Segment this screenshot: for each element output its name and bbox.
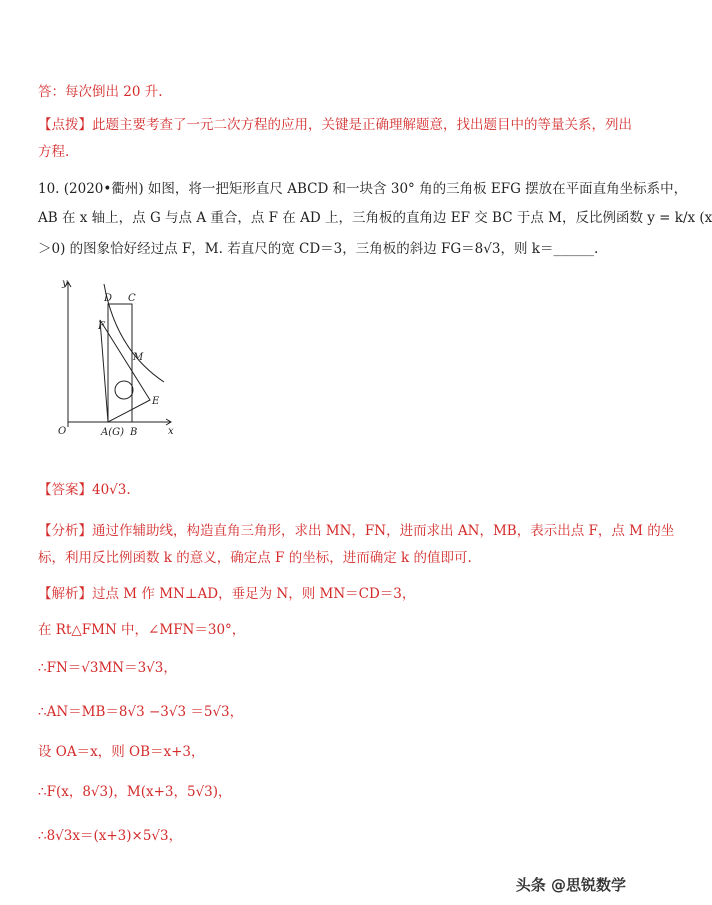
jiexi-line-2: 在 Rt△FMN 中，∠MFN＝30°，: [38, 622, 246, 638]
ruler-abcd: [108, 304, 132, 422]
label-o: O: [58, 426, 67, 437]
label-x: x: [168, 426, 174, 437]
label-b: B: [130, 427, 138, 438]
label-c: C: [128, 293, 136, 304]
label-f: F: [98, 321, 105, 332]
previous-answer: 答：每次倒出 20 升.: [38, 84, 163, 100]
jiexi-line-7: ∴8√3x＝(x+3)×5√3，: [38, 828, 183, 844]
fenxi-line-2: 标，利用反比例函数 k 的意义，确定点 F 的坐标，进而确定 k 的值即可.: [38, 550, 472, 566]
fenxi-line-1: 【分析】通过作辅助线，构造直角三角形，求出 MN，FN，进而求出 AN，MB，表示出点 F，点 M 的坐: [38, 523, 675, 539]
label-y: y: [62, 278, 68, 289]
question-line-3: ＞0) 的图象恰好经过点 F，M. 若直尺的宽 CD＝3，三角板的斜边 FG＝8√3，则 k＝______.: [38, 241, 599, 257]
jiexi-line-1: 【解析】过点 M 作 MN⊥AD，垂足为 N，则 MN＝CD＝3，: [38, 586, 416, 602]
geometry-figure: [38, 272, 198, 447]
jiexi-line-5: 设 OA＝x，则 OB＝x+3，: [38, 744, 205, 760]
label-ag: A(G): [101, 427, 125, 438]
question-line-2: AB 在 x 轴上，点 G 与点 A 重合，点 F 在 AD 上，三角板的直角边 EF 交 BC 于点 M，反比例函数 y = k/x (x: [38, 210, 712, 226]
jiexi-line-6: ∴F(x，8√3)，M(x+3，5√3)，: [38, 784, 232, 800]
triangle-hole: [115, 381, 133, 399]
jiexi-line-3: ∴FN＝√3MN＝3√3，: [38, 660, 177, 676]
dianbo-line-1: 【点拨】此题主要考查了一元二次方程的应用，关键是正确理解题意，找出题目中的等量关系，列出: [38, 117, 632, 133]
dianbo-line-2: 方程.: [38, 144, 70, 160]
label-d: D: [104, 293, 113, 304]
jiexi-line-4: ∴AN＝MB＝8√3 −3√3 ＝5√3，: [38, 704, 244, 720]
watermark: 头条 @思锐数学: [515, 876, 626, 894]
label-m: M: [133, 352, 144, 363]
question-line-1: 10. (2020•衢州) 如图，将一把矩形直尺 ABCD 和一块含 30° 角的三角板 EFG 摆放在平面直角坐标系中，: [38, 181, 688, 197]
answer-line: 【答案】40√3.: [38, 482, 131, 498]
label-e: E: [152, 396, 160, 407]
